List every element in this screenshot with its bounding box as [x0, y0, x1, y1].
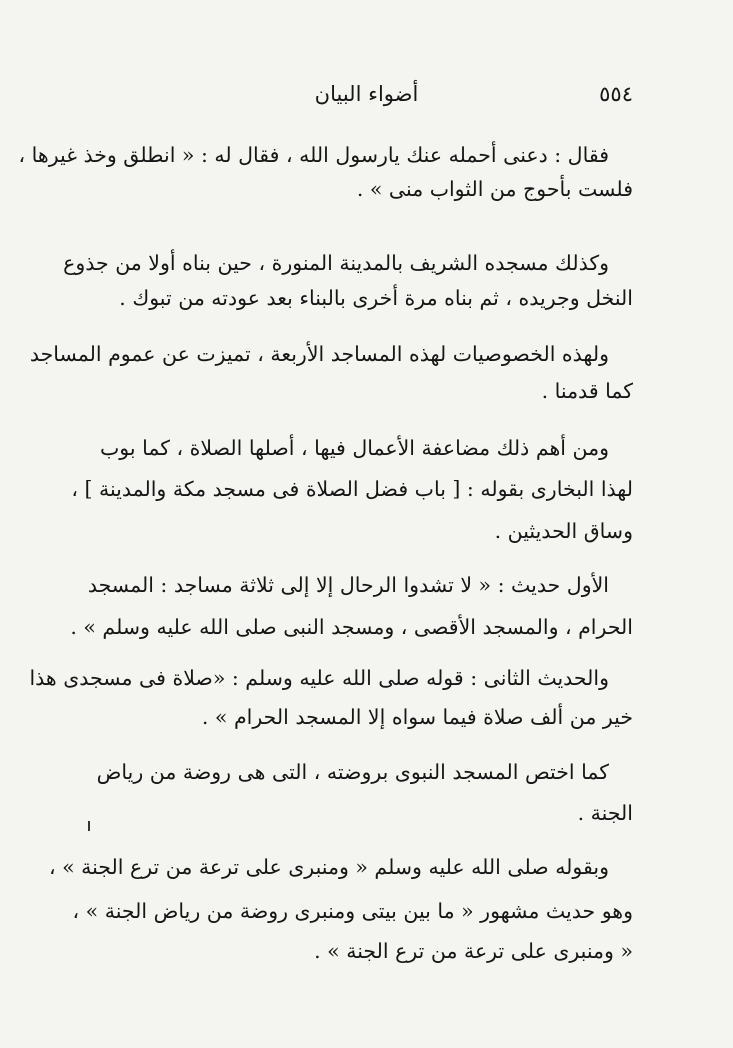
paragraph-4-line-1: ومن أهم ذلك مضاعفة الأعمال فيها ، أصلها الصلاة ، كما بوب: [100, 436, 609, 460]
paragraph-3-line-1: ولهذه الخصوصيات لهذه المساجد الأربعة ، تميزت عن عموم المساجد: [29, 342, 609, 366]
paragraph-4-line-3: وساق الحديثين .: [494, 519, 633, 543]
page-number: ٥٥٤: [599, 82, 633, 106]
paragraph-7-line-1: كما اختص المسجد النبوى بروضته ، التى هى روضة من رياض: [96, 760, 609, 784]
page-header: [100, 78, 633, 118]
paragraph-2-line-1: وكذلك مسجده الشريف بالمدينة المنورة ، حين بناه أولا من جذوع: [63, 251, 609, 275]
paragraph-1-line-1: فقال : دعنى أحمله عنك يارسول الله ، فقال له : « انطلق وخذ غيرها ،: [18, 143, 609, 167]
paragraph-5-line-1: الأول حديث : « لا تشدوا الرحال إلا إلى ثلاثة مساجد : المسجد: [87, 573, 609, 597]
paragraph-8-line-1: وبقوله صلى الله عليه وسلم « ومنبرى على ترعة من ترع الجنة » ،: [48, 855, 609, 879]
paragraph-6-line-1: والحديث الثانى : قوله صلى الله عليه وسلم : «صلاة فى مسجدى هذا: [29, 666, 609, 690]
paragraph-8-line-2: وهو حديث مشهور « ما بين بيتى ومنبرى روضة من رياض الجنة » ،: [72, 899, 633, 923]
paragraph-7-line-2: الجنة .: [577, 801, 633, 825]
margin-tick-mark: [88, 821, 90, 831]
paragraph-3-line-2: كما قدمنا .: [541, 379, 633, 403]
paragraph-1-line-2: فلست بأحوج من الثواب منى » .: [356, 177, 633, 201]
running-title: أضواء البيان: [314, 82, 419, 106]
paragraph-5-line-2: الحرام ، والمسجد الأقصى ، ومسجد النبى صلى الله عليه وسلم » .: [70, 615, 633, 639]
paragraph-4-line-2: لهذا البخارى بقوله : [ باب فضل الصلاة فى مسجد مكة والمدينة ] ،: [71, 477, 633, 501]
paragraph-6-line-2: خير من ألف صلاة فيما سواه إلا المسجد الحرام » .: [201, 705, 633, 729]
paragraph-2-line-2: النخل وجريده ، ثم بناه مرة أخرى بالبناء بعد عودته من تبوك .: [119, 286, 633, 310]
paragraph-8-line-3: « ومنبرى على ترعة من ترع الجنة » .: [314, 939, 633, 963]
